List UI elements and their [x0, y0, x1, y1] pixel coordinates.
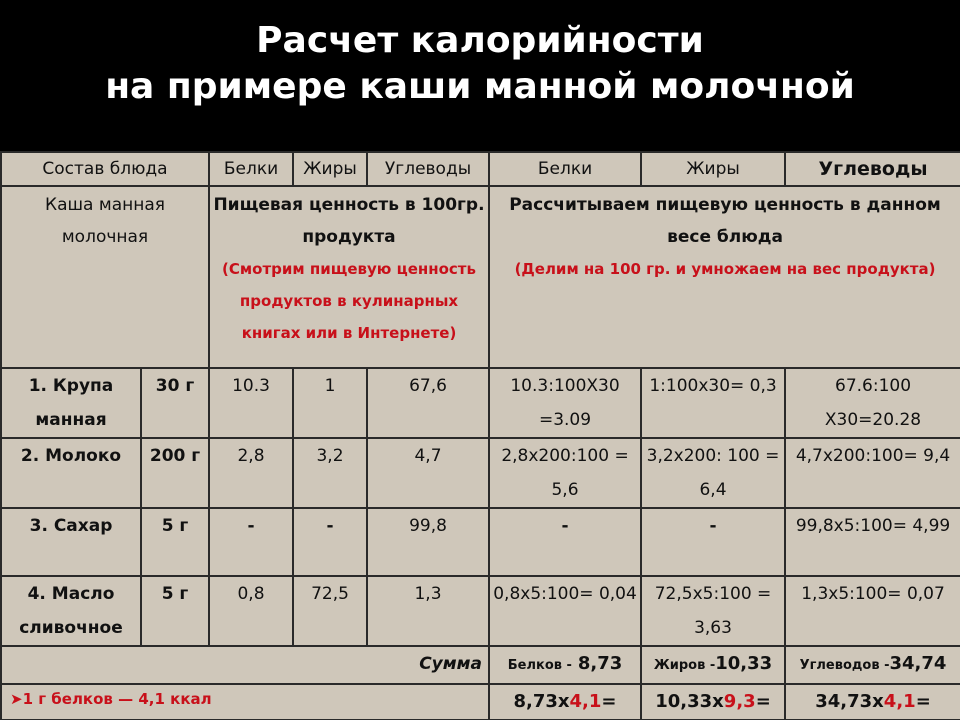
nutrition-table-container [0, 151, 960, 720]
calc-fat: 1:100х30= 0,3 [641, 368, 785, 438]
calc-fat: 72,5х5:100 = 3,63 [641, 576, 785, 646]
arrow-bullet-icon: ➤ [10, 690, 23, 708]
title-line-2: на примере каши манной молочной [105, 66, 855, 107]
calc-protein: - [489, 508, 641, 576]
sum-protein-value: 8,73 [577, 653, 623, 674]
ingredient-protein: 10.3 [209, 368, 293, 438]
sum-carbs [785, 646, 960, 684]
ingredient-weight: 5 г [141, 576, 209, 646]
sum-carbs-value: 34,74 [889, 653, 947, 674]
slide-title [0, 18, 960, 110]
ingredient-protein: - [209, 508, 293, 576]
ingredient-weight: 5 г [141, 508, 209, 576]
sum-carbs-label: Углеводов - [799, 658, 890, 673]
kcal-protein-factor: 4,1 [569, 691, 602, 712]
kcal-fat-suffix: = [755, 691, 771, 712]
kcal-fat-factor: 9,3 [723, 691, 756, 712]
ingredient-name: 2. Молоко [1, 438, 141, 508]
header-row [1, 152, 960, 186]
ingredient-name: 1. Крупа манная [1, 368, 141, 438]
calc-carbs: 67.6:100 Х30=20.28 [785, 368, 960, 438]
ingredient-carbs: 99,8 [367, 508, 489, 576]
calc-protein: 10.3:100Х30 =3.09 [489, 368, 641, 438]
ingredient-fat: 1 [293, 368, 367, 438]
calc-carbs: 99,8х5:100= 4,99 [785, 508, 960, 576]
kcal-note-cell [1, 684, 489, 720]
ingredient-name: 4. Масло сливочное [1, 576, 141, 646]
kcal-carbs [785, 684, 960, 720]
ingredient-fat: - [293, 508, 367, 576]
header-calc-carbs: Углеводы [785, 152, 960, 186]
per100-cell [209, 186, 489, 368]
sum-label: Сумма [1, 646, 489, 684]
sum-protein-label: Белков - [507, 658, 572, 673]
calc-cell [489, 186, 960, 368]
nutrition-table [0, 151, 960, 720]
ingredient-protein: 2,8 [209, 438, 293, 508]
ingredient-protein: 0,8 [209, 576, 293, 646]
dish-name: Каша манная молочная [1, 186, 209, 368]
description-row [1, 186, 960, 368]
table-row [1, 576, 960, 646]
sum-fat-value: 10,33 [715, 653, 773, 674]
sum-row [1, 646, 960, 684]
calc-carbs: 1,3х5:100= 0,07 [785, 576, 960, 646]
table-row [1, 438, 960, 508]
sum-fat [641, 646, 785, 684]
ingredient-weight: 200 г [141, 438, 209, 508]
calc-protein: 0,8х5:100= 0,04 [489, 576, 641, 646]
header-fat: Жиры [293, 152, 367, 186]
header-calc-fat: Жиры [641, 152, 785, 186]
calc-protein: 2,8х200:100 = 5,6 [489, 438, 641, 508]
per100-note: (Смотрим пищевую ценность продуктов в кулинарных книгах или в Интернете) [222, 260, 476, 342]
title-line-1: Расчет калорийности [256, 20, 704, 61]
kcal-row [1, 684, 960, 720]
calc-fat: - [641, 508, 785, 576]
kcal-carbs-suffix: = [915, 691, 931, 712]
ingredient-fat: 3,2 [293, 438, 367, 508]
ingredient-carbs: 1,3 [367, 576, 489, 646]
kcal-protein-suffix: = [601, 691, 617, 712]
table-row [1, 508, 960, 576]
kcal-protein-prefix: 8,73х [513, 691, 570, 712]
header-composition: Состав блюда [1, 152, 209, 186]
sum-protein [489, 646, 641, 684]
calc-title: Рассчитываем пищевую ценность в данном весе блюда [509, 195, 941, 247]
ingredient-carbs: 4,7 [367, 438, 489, 508]
header-carbs: Углеводы [367, 152, 489, 186]
kcal-protein [489, 684, 641, 720]
calc-note: (Делим на 100 гр. и умножаем на вес продукта) [514, 260, 936, 278]
kcal-fat [641, 684, 785, 720]
ingredient-weight: 30 г [141, 368, 209, 438]
ingredient-name: 3. Сахар [1, 508, 141, 576]
table-row [1, 368, 960, 438]
header-protein: Белки [209, 152, 293, 186]
calc-fat: 3,2х200: 100 = 6,4 [641, 438, 785, 508]
header-calc-protein: Белки [489, 152, 641, 186]
per100-title: Пищевая ценность в 100гр. продукта [213, 195, 485, 247]
calc-carbs: 4,7х200:100= 9,4 [785, 438, 960, 508]
kcal-carbs-prefix: 34,73х [815, 691, 884, 712]
ingredient-carbs: 67,6 [367, 368, 489, 438]
kcal-carbs-factor: 4,1 [883, 691, 916, 712]
kcal-fat-prefix: 10,33х [655, 691, 724, 712]
ingredient-fat: 72,5 [293, 576, 367, 646]
sum-fat-label: Жиров - [653, 658, 716, 673]
kcal-note: 1 г белков — 4,1 ккал [22, 690, 212, 708]
